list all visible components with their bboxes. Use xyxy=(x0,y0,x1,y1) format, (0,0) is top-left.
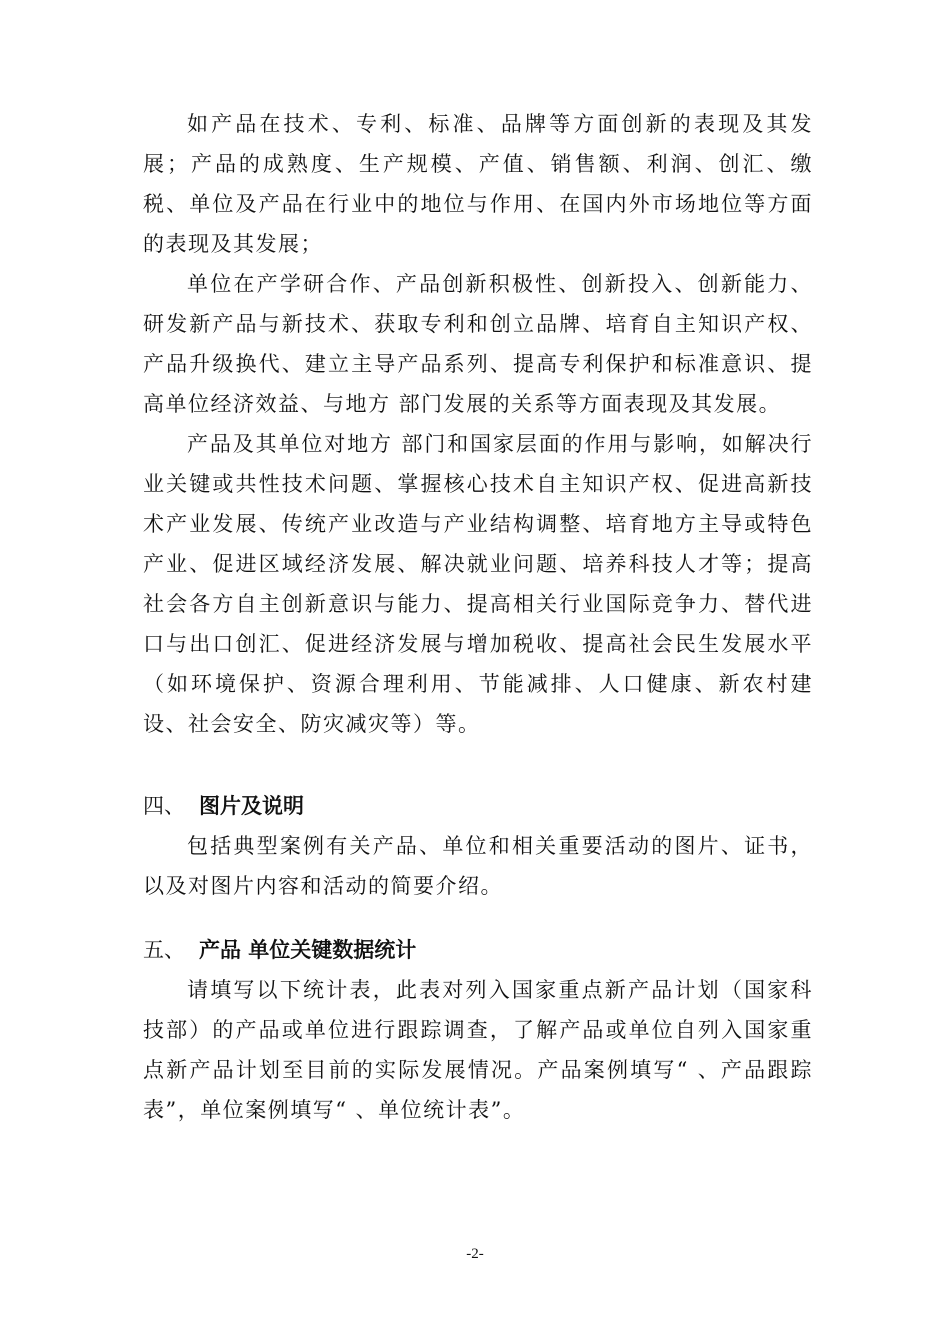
section-heading-5 xyxy=(143,930,813,970)
paragraph-innovation-performance: 如产品在技术、专利、标准、品牌等方面创新的表现及其发展；产品的成熟度、生产规模、产值、销售额、利润、创汇、缴税、单位及产品在行业中的地位与作用、在国内外市场地位等方面的表现及其发展； xyxy=(143,112,813,256)
section-title-4: 图片及说明 xyxy=(199,794,304,818)
section-number-4: 四、 xyxy=(143,794,185,818)
section-number-5: 五、 xyxy=(143,938,185,962)
section-body-5: 请填写以下统计表，此表对列入国家重点新产品计划（国家科技部）的产品或单位进行跟踪调查，了解产品或单位自列入国家重点新产品计划至目前的实际发展情况。产品案例填写“ 、产品跟踪表”，单位案例填写“ 、单位统计表”。 xyxy=(143,978,813,1122)
section-body-4: 包括典型案例有关产品、单位和相关重要活动的图片、证书，以及对图片内容和活动的简要介绍。 xyxy=(143,834,813,898)
paragraph-unit-development: 单位在产学研合作、产品创新积极性、创新投入、创新能力、研发新产品与新技术、获取专利和创立品牌、培育自主知识产权、产品升级换代、建立主导产品系列、提高专利保护和标准意识、提高单位经济效益、与地方 部门发展的关系等方面表现及其发展。 xyxy=(143,272,813,416)
paragraph-impact: 产品及其单位对地方 部门和国家层面的作用与影响，如解决行业关键或共性技术问题、掌握核心技术自主知识产权、促进高新技术产业发展、传统产业改造与产业结构调整、培育地方主导或特色产业、促进区域经济发展、解决就业问题、培养科技人才等；提高社会各方自主创新意识与能力、提高相关行业国际竞争力、替代进口与出口创汇、促进经济发展与增加税收、提高社会民生发展水平（如环境保护、资源合理利用、节能减排、人口健康、新农村建设、社会安全、防灾减灾等）等。 xyxy=(143,432,813,736)
section-heading-4 xyxy=(143,786,813,826)
section-title-5: 产品 单位关键数据统计 xyxy=(199,938,417,962)
page-number: -2- xyxy=(466,1246,484,1262)
